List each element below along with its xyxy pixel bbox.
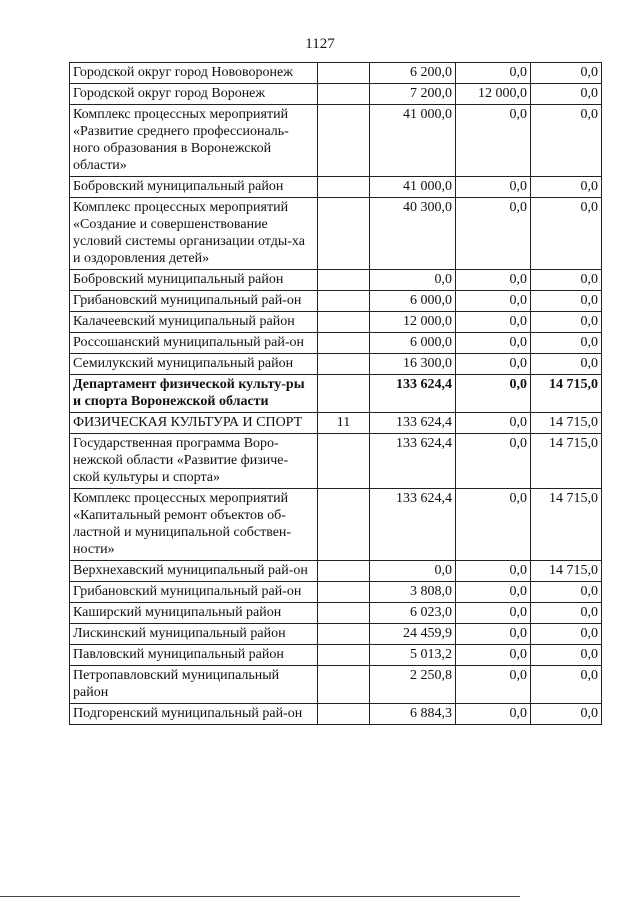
cell-name: Комплекс процессных мероприятий «Создание и совершенствование условий системы организации отды-ха и оздоровления детей» (70, 198, 318, 270)
table-row (70, 291, 602, 312)
cell-code (318, 177, 370, 198)
cell-sum-2: 0,0 (456, 561, 531, 582)
cell-code (318, 63, 370, 84)
cell-sum-3: 0,0 (531, 582, 602, 603)
cell-sum-1: 6 000,0 (370, 333, 456, 354)
cell-name: Городской округ город Нововоронеж (70, 63, 318, 84)
cell-code (318, 333, 370, 354)
cell-code (318, 489, 370, 561)
cell-sum-2: 0,0 (456, 312, 531, 333)
cell-sum-3: 14 715,0 (531, 561, 602, 582)
cell-sum-3: 0,0 (531, 291, 602, 312)
cell-sum-1: 5 013,2 (370, 645, 456, 666)
cell-sum-2: 12 000,0 (456, 84, 531, 105)
cell-code (318, 645, 370, 666)
table-row (70, 105, 602, 177)
cell-sum-2: 0,0 (456, 354, 531, 375)
table-row (70, 561, 602, 582)
table-row (70, 489, 602, 561)
cell-sum-1: 133 624,4 (370, 434, 456, 489)
cell-name: Верхнехавский муниципальный рай-он (70, 561, 318, 582)
cell-sum-3: 0,0 (531, 63, 602, 84)
table-row (70, 413, 602, 434)
cell-code (318, 270, 370, 291)
cell-sum-1: 133 624,4 (370, 489, 456, 561)
cell-sum-2: 0,0 (456, 291, 531, 312)
cell-name: Грибановский муниципальный рай-он (70, 291, 318, 312)
cell-sum-2: 0,0 (456, 434, 531, 489)
cell-sum-2: 0,0 (456, 645, 531, 666)
cell-sum-3: 0,0 (531, 84, 602, 105)
cell-sum-2: 0,0 (456, 582, 531, 603)
cell-sum-2: 0,0 (456, 704, 531, 725)
cell-code (318, 704, 370, 725)
cell-sum-3: 0,0 (531, 105, 602, 177)
cell-sum-1: 0,0 (370, 270, 456, 291)
cell-sum-2: 0,0 (456, 624, 531, 645)
table-body (70, 63, 602, 725)
cell-sum-1: 2 250,8 (370, 666, 456, 704)
cell-name: Каширский муниципальный район (70, 603, 318, 624)
cell-code (318, 84, 370, 105)
cell-sum-1: 6 884,3 (370, 704, 456, 725)
cell-name: Государственная программа Воро-нежской области «Развитие физиче-ской культуры и спорта» (70, 434, 318, 489)
cell-sum-3: 14 715,0 (531, 434, 602, 489)
table-row (70, 666, 602, 704)
page-number: 1127 (305, 36, 335, 52)
cell-name: Семилукский муниципальный район (70, 354, 318, 375)
cell-name: Павловский муниципальный район (70, 645, 318, 666)
cell-code (318, 624, 370, 645)
cell-code (318, 561, 370, 582)
cell-code (318, 603, 370, 624)
cell-code (318, 105, 370, 177)
cell-sum-2: 0,0 (456, 177, 531, 198)
cell-sum-1: 41 000,0 (370, 105, 456, 177)
cell-code (318, 291, 370, 312)
cell-name: Городской округ город Воронеж (70, 84, 318, 105)
table-row (70, 198, 602, 270)
cell-sum-2: 0,0 (456, 333, 531, 354)
cell-name: Бобровский муниципальный район (70, 270, 318, 291)
table-row (70, 177, 602, 198)
cell-sum-3: 0,0 (531, 354, 602, 375)
cell-code (318, 434, 370, 489)
cell-sum-2: 0,0 (456, 489, 531, 561)
cell-sum-2: 0,0 (456, 270, 531, 291)
cell-name: Калачеевский муниципальный район (70, 312, 318, 333)
cell-sum-2: 0,0 (456, 63, 531, 84)
cell-sum-2: 0,0 (456, 603, 531, 624)
cell-code (318, 375, 370, 413)
cell-sum-1: 3 808,0 (370, 582, 456, 603)
cell-sum-2: 0,0 (456, 105, 531, 177)
table-row (70, 582, 602, 603)
cell-sum-3: 0,0 (531, 177, 602, 198)
cell-sum-3: 0,0 (531, 270, 602, 291)
cell-name: Комплекс процессных мероприятий «Капитальный ремонт объектов об-ластной и муниципальной собствен-ности» (70, 489, 318, 561)
table-row (70, 354, 602, 375)
table-row (70, 645, 602, 666)
cell-code (318, 198, 370, 270)
cell-sum-3: 0,0 (531, 704, 602, 725)
cell-name: Петропавловский муниципальный район (70, 666, 318, 704)
cell-code (318, 666, 370, 704)
cell-code (318, 354, 370, 375)
cell-sum-1: 7 200,0 (370, 84, 456, 105)
cell-sum-2: 0,0 (456, 375, 531, 413)
cell-sum-1: 24 459,9 (370, 624, 456, 645)
table-row (70, 63, 602, 84)
cell-sum-1: 133 624,4 (370, 413, 456, 434)
cell-sum-3: 0,0 (531, 666, 602, 704)
cell-name: ФИЗИЧЕСКАЯ КУЛЬТУРА И СПОРТ (70, 413, 318, 434)
cell-code: 11 (318, 413, 370, 434)
budget-table (69, 62, 602, 725)
table-row (70, 84, 602, 105)
table-row (70, 270, 602, 291)
cell-sum-1: 0,0 (370, 561, 456, 582)
cell-name: Департамент физической культу-ры и спорта Воронежской области (70, 375, 318, 413)
cell-sum-2: 0,0 (456, 413, 531, 434)
cell-sum-1: 40 300,0 (370, 198, 456, 270)
table-row (70, 312, 602, 333)
cell-sum-3: 14 715,0 (531, 413, 602, 434)
cell-sum-1: 6 000,0 (370, 291, 456, 312)
table-row (70, 333, 602, 354)
cell-name: Лискинский муниципальный район (70, 624, 318, 645)
table-row (70, 434, 602, 489)
cell-name: Бобровский муниципальный район (70, 177, 318, 198)
cell-sum-3: 0,0 (531, 624, 602, 645)
cell-sum-3: 0,0 (531, 603, 602, 624)
cell-sum-1: 41 000,0 (370, 177, 456, 198)
cell-code (318, 582, 370, 603)
cell-sum-3: 0,0 (531, 312, 602, 333)
cell-code (318, 312, 370, 333)
cell-sum-3: 14 715,0 (531, 489, 602, 561)
table-row (70, 704, 602, 725)
cell-sum-1: 6 023,0 (370, 603, 456, 624)
table-row (70, 375, 602, 413)
cell-sum-3: 0,0 (531, 198, 602, 270)
cell-name: Комплекс процессных мероприятий «Развитие среднего профессиональ-ного образования в Воронежской области» (70, 105, 318, 177)
cell-sum-1: 16 300,0 (370, 354, 456, 375)
cell-sum-1: 133 624,4 (370, 375, 456, 413)
footer-rule (0, 896, 520, 897)
table-row (70, 603, 602, 624)
cell-name: Грибановский муниципальный рай-он (70, 582, 318, 603)
cell-sum-1: 12 000,0 (370, 312, 456, 333)
cell-sum-3: 0,0 (531, 333, 602, 354)
cell-sum-3: 0,0 (531, 645, 602, 666)
cell-sum-2: 0,0 (456, 666, 531, 704)
cell-name: Россошанский муниципальный рай-он (70, 333, 318, 354)
cell-sum-2: 0,0 (456, 198, 531, 270)
cell-sum-1: 6 200,0 (370, 63, 456, 84)
cell-sum-3: 14 715,0 (531, 375, 602, 413)
table-row (70, 624, 602, 645)
cell-name: Подгоренский муниципальный рай-он (70, 704, 318, 725)
